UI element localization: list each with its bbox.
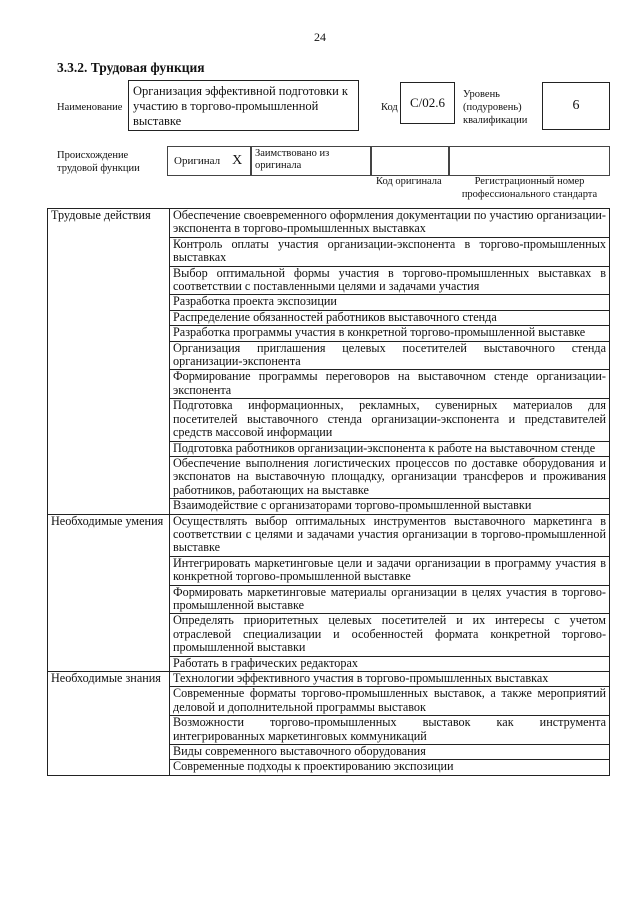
section-item: Современные форматы торгово-промышленных выставок, а также мероприятий деловой и дополнительной программы выставок xyxy=(170,687,610,716)
section-item: Подготовка работников организации-экспонента к работе на выставочном стенде xyxy=(170,441,610,456)
section-item: Выбор оптимальной формы участия в торгово-промышленных выставках в соответствии с поставленными целями и задачами участия xyxy=(170,266,610,295)
table-row xyxy=(48,514,610,556)
function-table-body xyxy=(48,209,610,776)
section-item: Контроль оплаты участия организации-экспонента в торгово-промышленных выставках xyxy=(170,237,610,266)
section-item: Возможности торгово-промышленных выставок как инструмента интегрированных маркетинговых коммуникаций xyxy=(170,716,610,745)
code-original-caption: Код оригинала xyxy=(376,176,442,187)
section-title: 3.3.2. Трудовая функция xyxy=(57,60,205,75)
level-label-line-1: Уровень xyxy=(463,89,500,100)
level-label xyxy=(463,88,527,127)
borrowed-cell xyxy=(251,146,371,176)
section-item: Работать в графических редакторах xyxy=(170,656,610,671)
table-row xyxy=(48,672,610,687)
section-heading: Трудовые действия xyxy=(48,209,170,515)
section-item: Организация приглашения целевых посетителей выставочного стенда организации-экспонента xyxy=(170,341,610,370)
section-item: Современные подходы к проектированию экспозиции xyxy=(170,760,610,775)
section-item: Обеспечение своевременного оформления документации по участию организации-экспонента в торгово-промышленных выставках xyxy=(170,209,610,238)
section-item: Интегрировать маркетинговые цели и задачи организации в программу участия в конкретной торгово-промышленной выставке xyxy=(170,556,610,585)
origin-row xyxy=(167,146,610,176)
section-item: Обеспечение выполнения логистических процессов по доставке оборудования и экспонатов на выставочную площадку, организации трансферов и проживания работников, работающих на выставке xyxy=(170,456,610,498)
origin-label-line-1: Происхождение xyxy=(57,150,129,161)
origin-label xyxy=(57,149,140,175)
level-label-line-2: (подуровень) xyxy=(463,102,522,113)
section-heading: Необходимые умения xyxy=(48,514,170,671)
original-cell xyxy=(167,146,251,176)
borrowed-label-line-1: Заимствовано из xyxy=(255,148,330,159)
name-label: Наименование xyxy=(57,102,123,113)
section-item: Разработка программы участия в конкретной торгово-промышленной выставке xyxy=(170,326,610,341)
section-item: Формировать маркетинговые материалы организации в целях участия в торгово-промышленной выставке xyxy=(170,585,610,614)
original-mark: X xyxy=(232,153,243,168)
reg-number-caption-line-2: профессионального стандарта xyxy=(461,189,598,200)
borrowed-label-line-2: оригинала xyxy=(255,160,302,171)
function-name: Организация эффективной подготовки к участию в торгово-промышленной выставке xyxy=(128,80,359,131)
reg-number-caption xyxy=(449,175,610,201)
section-item: Виды современного выставочного оборудования xyxy=(170,745,610,760)
section-item: Взаимодействие с организаторами торгово-промышленной выставки xyxy=(170,499,610,514)
section-item: Подготовка информационных, рекламных, сувенирных материалов для посетителей выставочного стенда организации-экспонента и представителей средств массовой информации xyxy=(170,399,610,441)
reg-number-caption-line-1: Регистрационный номер xyxy=(474,176,585,187)
reg-number-cell xyxy=(449,146,610,176)
section-heading: Необходимые знания xyxy=(48,672,170,776)
original-label: Оригинал xyxy=(174,155,221,167)
section-item: Осуществлять выбор оптимальных инструментов выставочного маркетинга в соответствии с целями и задачами участия организации в торгово-промышленной выставке xyxy=(170,514,610,556)
table-row xyxy=(48,209,610,238)
page-number: 24 xyxy=(314,30,326,44)
section-item: Формирование программы переговоров на выставочном стенде организации-экспонента xyxy=(170,370,610,399)
code-label: Код xyxy=(381,102,398,113)
section-item: Определять приоритетных целевых посетителей и их интересы с учетом отраслевой специализации и особенностей формата конкретной торгово-промышленной выставки xyxy=(170,614,610,656)
level-label-line-3: квалификации xyxy=(463,115,528,126)
section-item: Технологии эффективного участия в торгово-промышленных выставках xyxy=(170,672,610,687)
section-item: Распределение обязанностей работников выставочного стенда xyxy=(170,310,610,325)
code-original-cell xyxy=(371,146,449,176)
origin-label-line-2: трудовой функции xyxy=(57,163,140,174)
section-item: Разработка проекта экспозиции xyxy=(170,295,610,310)
qualification-level: 6 xyxy=(542,82,610,130)
function-code: C/02.6 xyxy=(400,82,455,124)
function-table xyxy=(47,208,610,776)
